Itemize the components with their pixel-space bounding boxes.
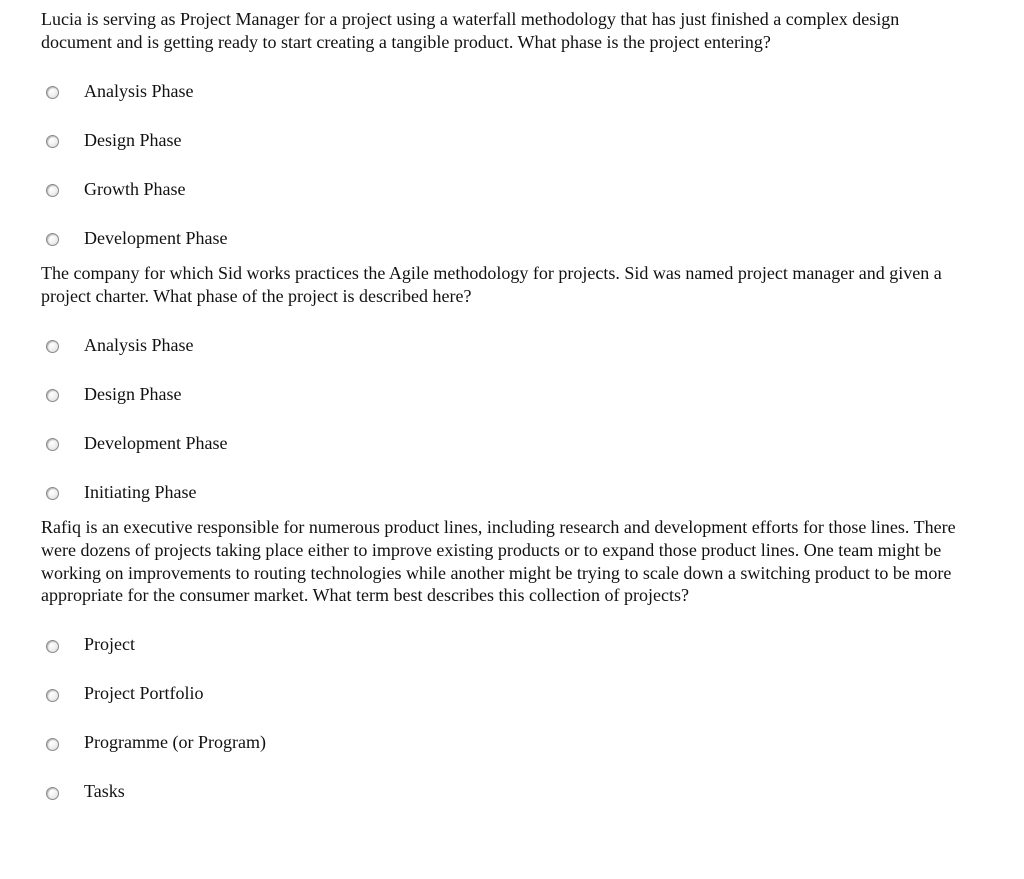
question-2-text: The company for which Sid works practices the Agile methodology for projects. Sid was named project manager and given a project charter. What phase of the project is described here? xyxy=(41,263,942,306)
question-3-options xyxy=(41,620,971,816)
option-label: Development Phase xyxy=(84,227,228,248)
option-label: Project xyxy=(84,634,135,655)
question-3-option-1[interactable] xyxy=(41,620,971,669)
question-2-options xyxy=(41,320,971,516)
radio-button-icon[interactable] xyxy=(46,689,59,702)
option-label: Analysis Phase xyxy=(84,80,194,101)
option-label: Growth Phase xyxy=(84,178,186,199)
option-label: Design Phase xyxy=(84,383,182,404)
question-3 xyxy=(41,516,971,815)
option-label: Project Portfolio xyxy=(84,683,204,704)
question-2-option-3[interactable] xyxy=(41,418,971,467)
question-1-option-2[interactable] xyxy=(41,115,971,164)
radio-button-icon[interactable] xyxy=(46,389,59,402)
radio-button-icon[interactable] xyxy=(46,640,59,653)
question-1-options xyxy=(41,66,971,262)
quiz-container xyxy=(41,8,971,816)
radio-button-icon[interactable] xyxy=(46,135,59,148)
question-1-option-4[interactable] xyxy=(41,213,971,262)
radio-button-icon[interactable] xyxy=(46,233,59,246)
radio-button-icon[interactable] xyxy=(46,86,59,99)
question-1-text: Lucia is serving as Project Manager for a project using a waterfall methodology that has just finished a complex design document and is getting ready to start creating a tangible product. What phase is the project entering? xyxy=(41,9,900,52)
radio-button-icon[interactable] xyxy=(46,438,59,451)
radio-button-icon[interactable] xyxy=(46,787,59,800)
option-label: Tasks xyxy=(84,781,125,802)
question-2 xyxy=(41,262,971,516)
question-3-option-4[interactable] xyxy=(41,767,971,816)
option-label: Analysis Phase xyxy=(84,334,194,355)
question-3-text: Rafiq is an executive responsible for numerous product lines, including research and development efforts for those lines. There were dozens of projects taking place either to improve existing products or to expand those product lines. One team might be working on improvements to routing technologies while another might be trying to scale down a switching product to be more appropriate for the consumer market. What term best describes this collection of projects? xyxy=(41,517,956,606)
question-3-option-2[interactable] xyxy=(41,669,971,718)
question-3-option-3[interactable] xyxy=(41,718,971,767)
question-1-option-3[interactable] xyxy=(41,164,971,213)
radio-button-icon[interactable] xyxy=(46,487,59,500)
option-label: Initiating Phase xyxy=(84,481,197,502)
question-2-option-2[interactable] xyxy=(41,369,971,418)
radio-button-icon[interactable] xyxy=(46,738,59,751)
option-label: Development Phase xyxy=(84,432,228,453)
option-label: Programme (or Program) xyxy=(84,732,266,753)
question-1-option-1[interactable] xyxy=(41,66,971,115)
radio-button-icon[interactable] xyxy=(46,340,59,353)
question-2-option-1[interactable] xyxy=(41,320,971,369)
option-label: Design Phase xyxy=(84,129,182,150)
question-1 xyxy=(41,8,971,262)
question-2-option-4[interactable] xyxy=(41,467,971,516)
radio-button-icon[interactable] xyxy=(46,184,59,197)
